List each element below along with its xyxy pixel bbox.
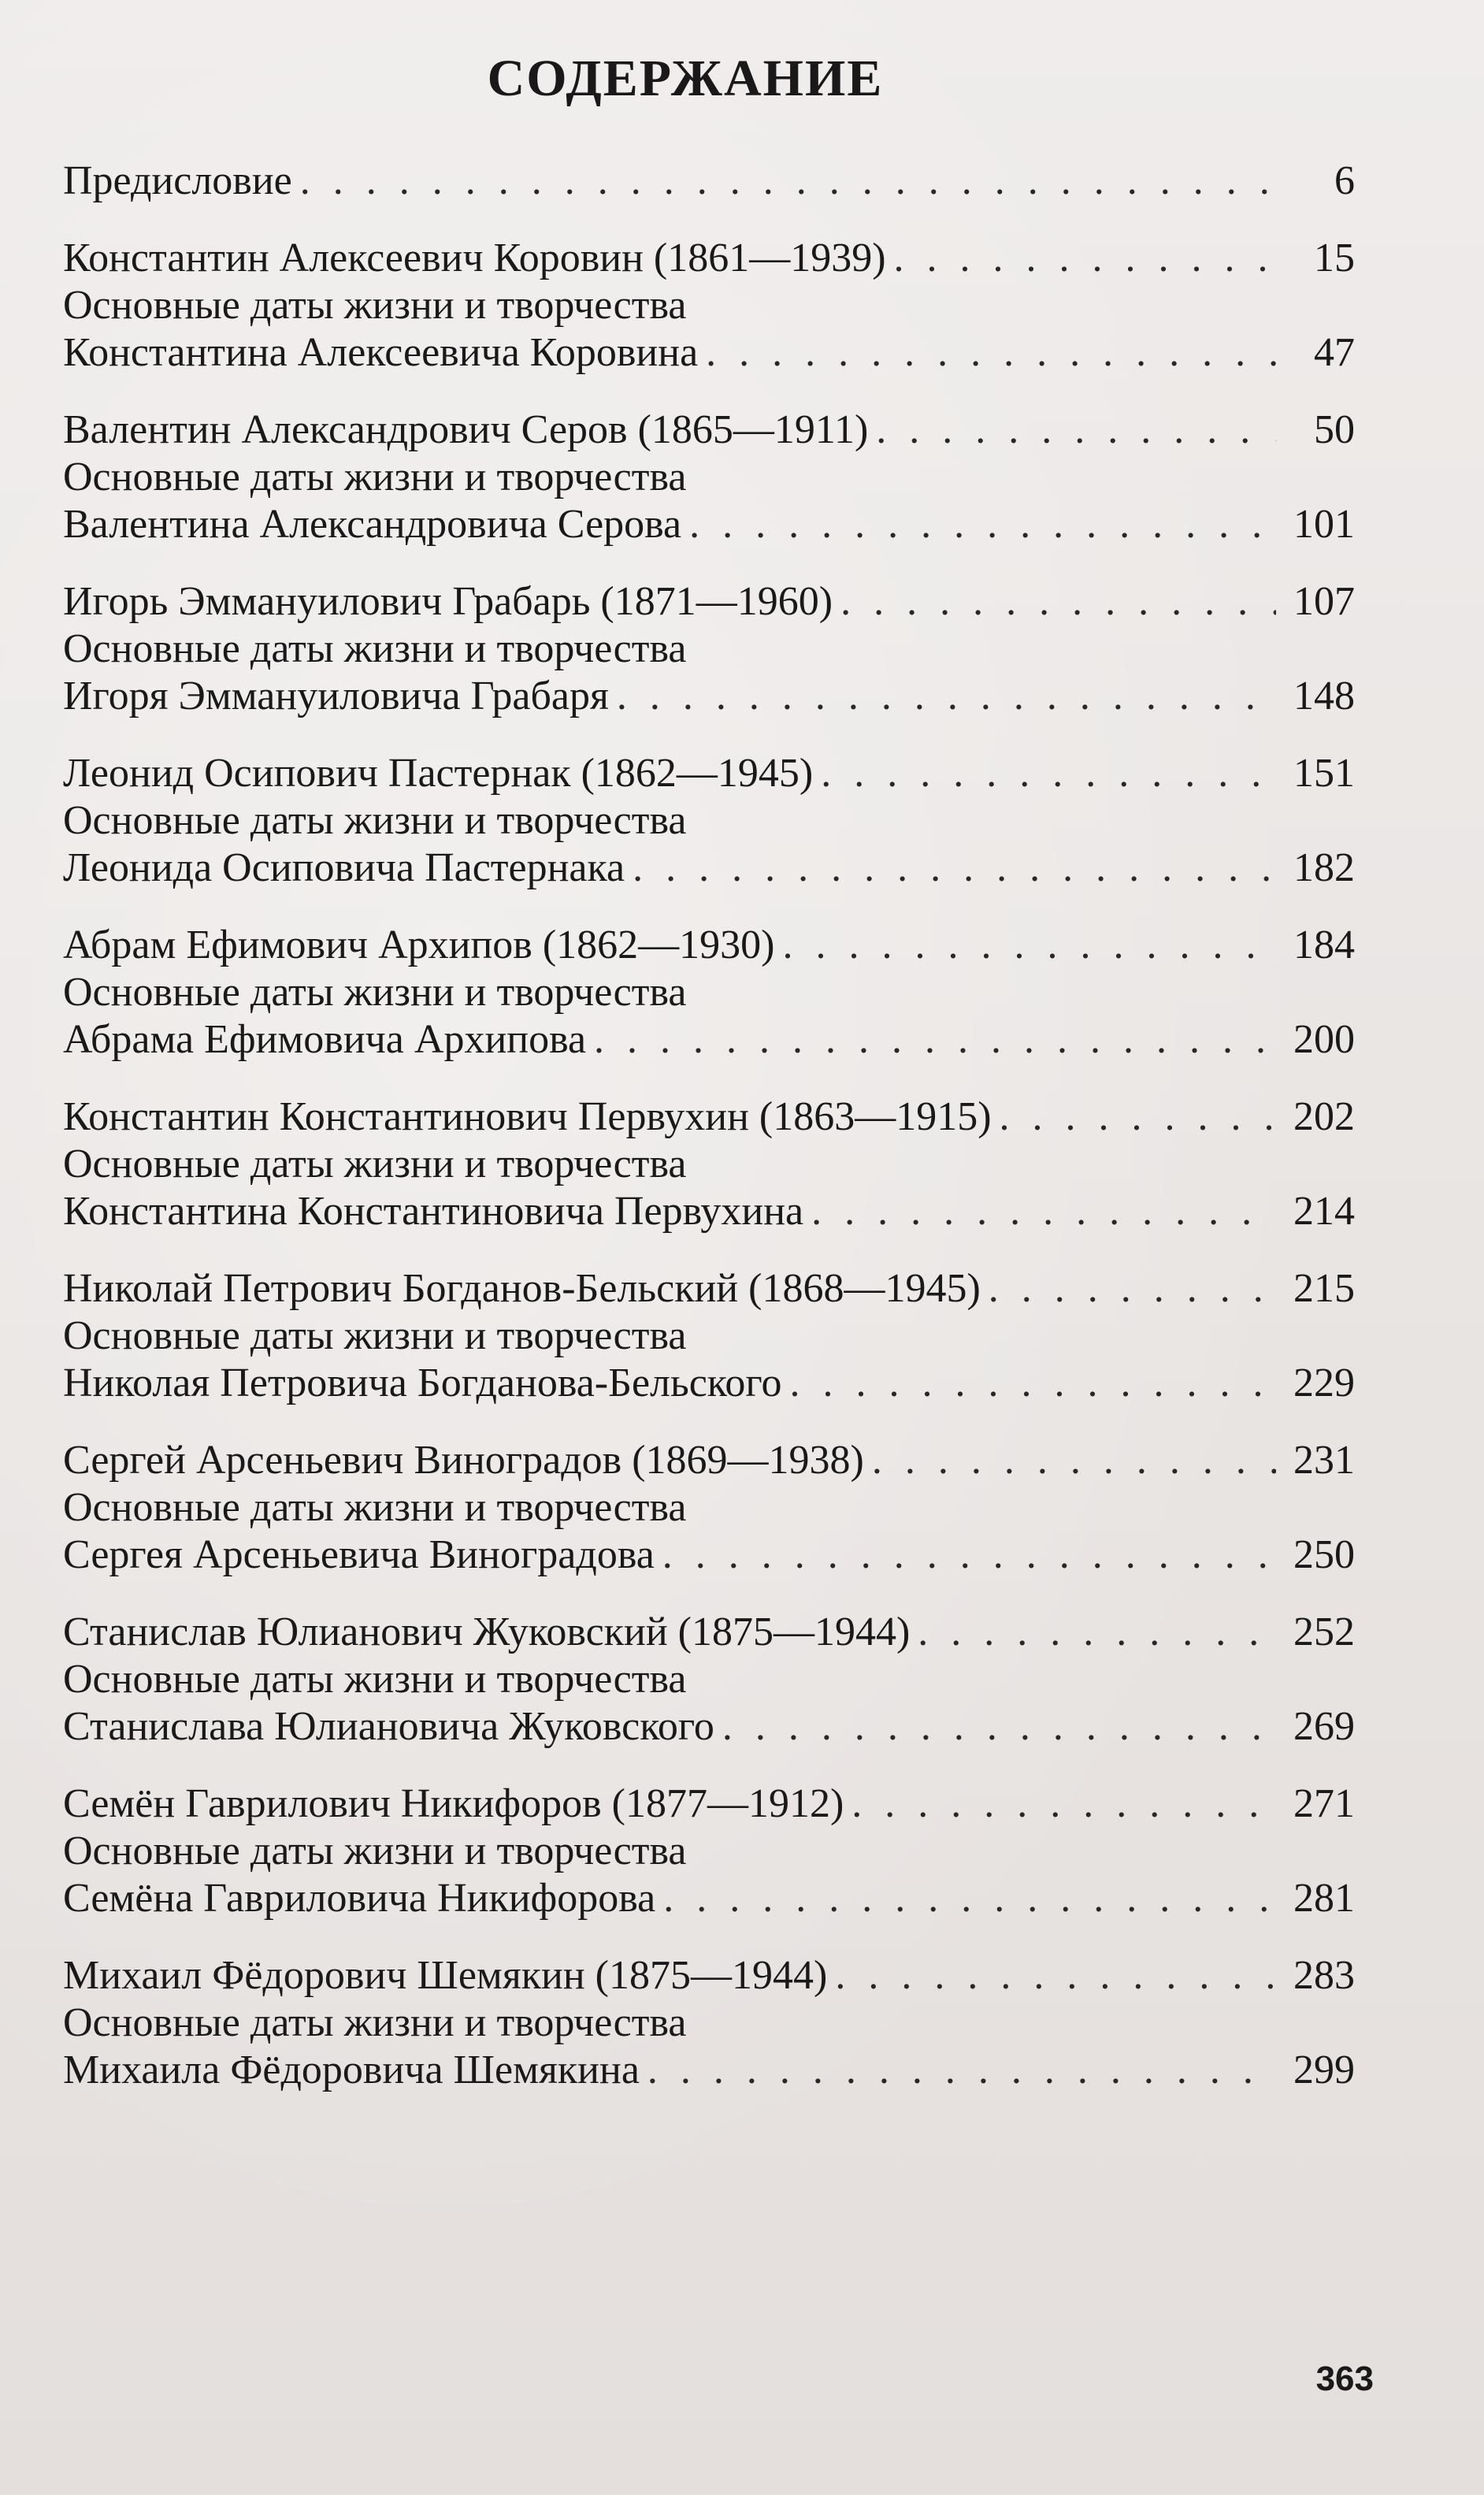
toc-page-number: 269 — [1293, 1704, 1355, 1749]
toc-line — [63, 1093, 1355, 1141]
toc-line — [63, 235, 1355, 282]
toc-subtitle-name: Игоря Эммануиловича Грабаря — [63, 674, 609, 718]
toc-page-number: 200 — [1293, 1017, 1355, 1062]
toc-subtitle: Основные даты жизни и творчества — [63, 1657, 687, 1702]
toc-line — [63, 1609, 1355, 1656]
dot-leader — [989, 1265, 1276, 1312]
toc-page-number: 215 — [1293, 1266, 1355, 1311]
dot-leader — [894, 235, 1276, 282]
toc-subtitle-name: Валентина Александровича Серова — [63, 502, 682, 547]
toc-line — [63, 1532, 1355, 1579]
toc-line — [63, 1312, 1355, 1360]
toc-artist-title: Константин Константинович Первухин (1863—1915) — [63, 1094, 992, 1139]
toc-line — [63, 1952, 1355, 1999]
toc-entries — [63, 235, 1355, 2094]
toc-subtitle: Основные даты жизни и творчества — [63, 2000, 687, 2045]
toc-line — [63, 407, 1355, 454]
dot-leader — [662, 1532, 1276, 1579]
toc-entry — [63, 1780, 1355, 1922]
toc-line — [63, 673, 1355, 720]
page-title: СОДЕРЖАНИЕ — [487, 50, 884, 107]
toc-page-number: 231 — [1293, 1438, 1355, 1483]
toc-page-number: 252 — [1293, 1609, 1355, 1654]
dot-leader — [851, 1780, 1276, 1828]
toc-artist-title: Николай Петрович Богданов-Бельский (1868—1945) — [63, 1266, 981, 1311]
toc-line — [63, 1703, 1355, 1751]
toc-subtitle: Основные даты жизни и творчества — [63, 1485, 687, 1530]
toc-line — [63, 626, 1355, 673]
dot-leader — [300, 158, 1276, 205]
toc-line — [63, 1016, 1355, 1064]
toc-artist-title: Семён Гаврилович Никифоров (1877—1912) — [63, 1781, 844, 1826]
dot-leader — [594, 1016, 1276, 1064]
toc-subtitle: Основные даты жизни и творчества — [63, 1313, 687, 1358]
toc-page-number: 148 — [1293, 674, 1355, 718]
toc-page-number: 299 — [1293, 2048, 1355, 2092]
toc-line — [63, 578, 1355, 626]
dot-leader — [689, 501, 1276, 548]
dot-leader — [722, 1703, 1276, 1751]
toc-page-number: 6 — [1334, 158, 1355, 203]
toc-line — [63, 750, 1355, 797]
dot-leader — [1000, 1093, 1276, 1141]
toc-subtitle-name: Сергея Арсеньевича Виноградова — [63, 1532, 655, 1577]
toc-line — [63, 969, 1355, 1016]
toc-page-number: 184 — [1293, 923, 1355, 967]
toc-line — [63, 1656, 1355, 1703]
toc-artist-title: Михаил Фёдорович Шемякин (1875—1944) — [63, 1953, 828, 1998]
toc-line — [63, 454, 1355, 501]
dot-leader — [633, 845, 1276, 892]
dot-leader — [663, 1875, 1276, 1922]
toc-subtitle-name: Станислава Юлиановича Жуковского — [63, 1704, 714, 1749]
toc-entry — [63, 578, 1355, 720]
dot-leader — [840, 578, 1276, 626]
toc-artist-title: Сергей Арсеньевич Виноградов (1869—1938) — [63, 1438, 864, 1483]
toc-page-number: 15 — [1314, 236, 1355, 280]
toc-line — [63, 845, 1355, 892]
toc-page-number: 283 — [1293, 1953, 1355, 1998]
dot-leader — [811, 1188, 1276, 1235]
toc-entry — [63, 1093, 1355, 1235]
toc-subtitle: Основные даты жизни и творчества — [63, 798, 687, 843]
toc-artist-title: Валентин Александрович Серов (1865—1911) — [63, 407, 869, 452]
toc-subtitle-name: Михаила Фёдоровича Шемякина — [63, 2048, 640, 2092]
toc-subtitle: Основные даты жизни и творчества — [63, 1829, 687, 1873]
dot-leader — [706, 329, 1276, 377]
toc-artist-title: Игорь Эммануилович Грабарь (1871—1960) — [63, 579, 833, 624]
toc-entry — [63, 1609, 1355, 1751]
toc-line — [63, 1484, 1355, 1532]
toc-line — [63, 2047, 1355, 2094]
page-number: 363 — [1315, 2359, 1374, 2398]
toc-page-number: 271 — [1293, 1781, 1355, 1826]
toc-page-number: 214 — [1293, 1189, 1355, 1234]
toc-line — [63, 158, 1355, 205]
toc-page-number: 250 — [1293, 1532, 1355, 1577]
toc-subtitle: Основные даты жизни и творчества — [63, 455, 687, 499]
toc-page-number: 202 — [1293, 1094, 1355, 1139]
toc-line — [63, 1141, 1355, 1188]
dot-leader — [876, 407, 1276, 454]
toc-line — [63, 282, 1355, 329]
toc-subtitle-name: Абрама Ефимовича Архипова — [63, 1017, 587, 1062]
toc-preface — [63, 158, 1355, 205]
toc-page-number: 151 — [1293, 751, 1355, 796]
toc-line — [63, 797, 1355, 845]
toc-line — [63, 501, 1355, 548]
toc-entry — [63, 407, 1355, 548]
toc-page-number: 107 — [1293, 579, 1355, 624]
toc-subtitle-name: Константина Алексеевича Коровина — [63, 330, 699, 375]
toc-entry — [63, 750, 1355, 892]
dot-leader — [872, 1437, 1276, 1484]
toc-line — [63, 1780, 1355, 1828]
toc-subtitle-name: Константина Константиновича Первухина — [63, 1189, 804, 1234]
toc-subtitle-name: Леонида Осиповича Пастернака — [63, 845, 625, 890]
toc-line — [63, 329, 1355, 377]
toc-page-number: 281 — [1293, 1876, 1355, 1921]
dot-leader — [617, 673, 1276, 720]
toc-subtitle: Основные даты жизни и творчества — [63, 1142, 687, 1186]
toc-entry — [63, 1437, 1355, 1579]
toc-line — [63, 1999, 1355, 2047]
toc-subtitle: Основные даты жизни и творчества — [63, 626, 687, 671]
toc-artist-title: Леонид Осипович Пастернак (1862—1945) — [63, 751, 814, 796]
table-of-contents — [63, 158, 1355, 2124]
toc-line — [63, 922, 1355, 969]
toc-page-number: 182 — [1293, 845, 1355, 890]
toc-subtitle: Основные даты жизни и творчества — [63, 283, 687, 328]
toc-page-number: 50 — [1314, 407, 1355, 452]
dot-leader — [918, 1609, 1276, 1656]
toc-entry — [63, 1952, 1355, 2094]
dot-leader — [782, 922, 1276, 969]
toc-entry — [63, 235, 1355, 377]
toc-entry — [63, 1265, 1355, 1407]
toc-page-number: 229 — [1293, 1361, 1355, 1405]
toc-line — [63, 1437, 1355, 1484]
toc-artist-title: Константин Алексеевич Коровин (1861—1939) — [63, 236, 886, 280]
toc-line — [63, 1828, 1355, 1875]
toc-line — [63, 1360, 1355, 1407]
toc-subtitle-name: Николая Петровича Богданова-Бельского — [63, 1361, 782, 1405]
toc-line — [63, 1188, 1355, 1235]
toc-subtitle: Основные даты жизни и творчества — [63, 970, 687, 1015]
dot-leader — [647, 2047, 1276, 2094]
toc-entry-title: Предисловие — [63, 158, 292, 203]
dot-leader — [835, 1952, 1276, 1999]
toc-artist-title: Абрам Ефимович Архипов (1862—1930) — [63, 923, 775, 967]
toc-subtitle-name: Семёна Гавриловича Никифорова — [63, 1876, 656, 1921]
dot-leader — [789, 1360, 1276, 1407]
toc-line — [63, 1875, 1355, 1922]
dot-leader — [821, 750, 1276, 797]
toc-line — [63, 1265, 1355, 1312]
toc-artist-title: Станислав Юлианович Жуковский (1875—1944) — [63, 1609, 911, 1654]
toc-page-number: 101 — [1293, 502, 1355, 547]
toc-page-number: 47 — [1314, 330, 1355, 375]
toc-entry — [63, 922, 1355, 1064]
